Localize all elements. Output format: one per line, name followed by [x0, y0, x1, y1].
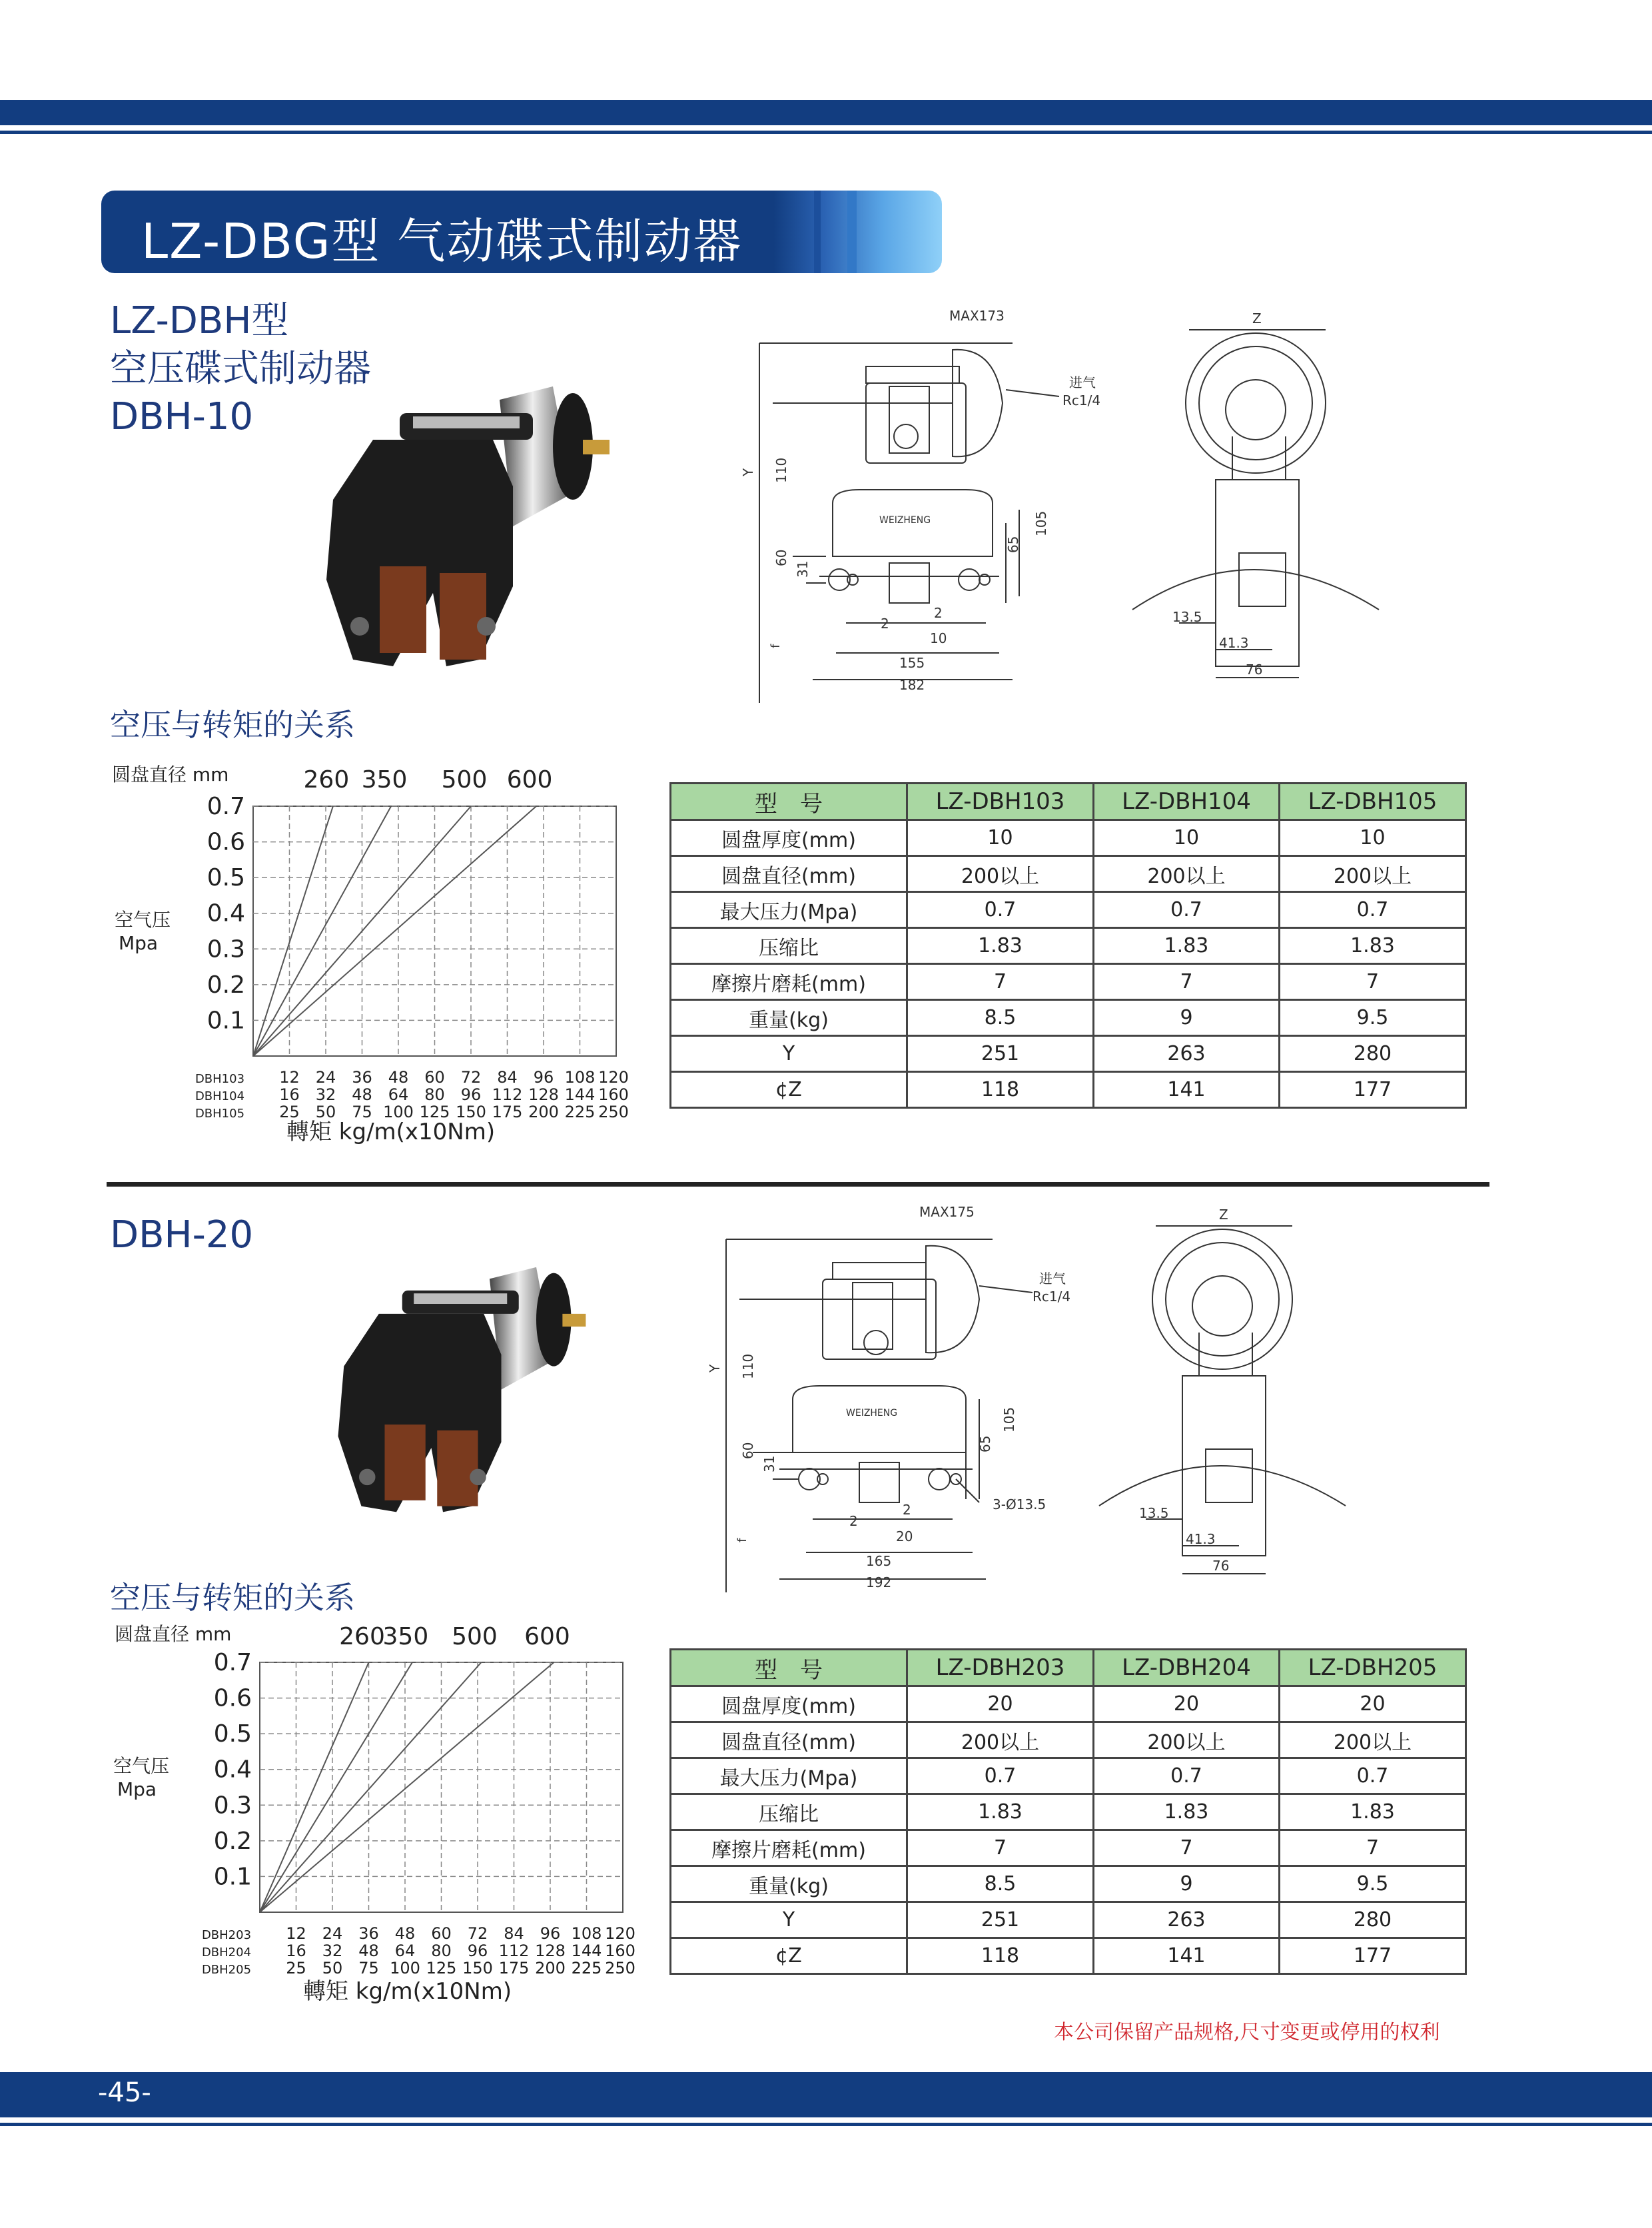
x-tick-label: 128: [528, 1085, 559, 1104]
drawing1-y-label: Y: [740, 468, 756, 476]
section1-title-line3: DBH-10: [110, 395, 254, 438]
x-tick-label: 96: [460, 1085, 482, 1104]
x-tick-label: 25: [286, 1959, 306, 1977]
chart1-x-rows: [195, 1068, 629, 1121]
cell: 20: [907, 1686, 1094, 1722]
x-tick-label: 36: [352, 1068, 372, 1087]
drawing2-y-label: Y: [707, 1364, 723, 1373]
cell: 1.83: [1094, 928, 1280, 964]
table-row: [671, 892, 1466, 928]
chart1-x-title: 轉矩 kg/m(x10Nm): [286, 1119, 496, 1145]
cell: 0.7: [1280, 892, 1466, 928]
page-title: LZ-DBG型 气动碟式制动器: [141, 213, 743, 269]
x-tick-label: 24: [322, 1924, 343, 1943]
chart2-disc-label: 圆盘直径 mm: [115, 1623, 232, 1645]
y-tick-label: 0.4: [213, 1756, 252, 1784]
pressure-torque-chart-dbh20: [100, 1619, 646, 2019]
chart1-disc-label: 圆盘直径 mm: [112, 764, 229, 786]
series-line: [260, 1662, 481, 1912]
drawing2-side-76-label: 76: [1212, 1558, 1230, 1574]
section2-title: DBH-20: [110, 1213, 254, 1257]
spec-table-dbh20: [669, 1648, 1467, 1975]
chart1-y-unit: Mpa: [119, 932, 159, 954]
x-tick-label: 112: [498, 1942, 530, 1960]
x-tick-label: 60: [424, 1068, 445, 1087]
chart1-disc-values: [304, 766, 553, 794]
table-row: [671, 1794, 1466, 1830]
cell: 7: [1094, 1830, 1280, 1866]
cell: 20: [1280, 1686, 1466, 1722]
x-tick-label: 48: [388, 1068, 409, 1087]
x-tick-label: 72: [460, 1068, 482, 1087]
cell: 10: [907, 820, 1094, 856]
drawing1-side-41-3-label: 41.3: [1219, 635, 1249, 651]
row-label: Y: [671, 1902, 907, 1938]
drawing2-2a-label: 2: [849, 1513, 858, 1529]
cell: 20: [1094, 1686, 1280, 1722]
chart1-grid: [253, 806, 616, 1056]
cell: 0.7: [1280, 1758, 1466, 1794]
x-tick-label: 48: [394, 1924, 416, 1943]
drawing2-60-label: 60: [740, 1442, 756, 1459]
drawing1-60-label: 60: [773, 549, 789, 566]
y-tick-label: 0.1: [206, 1007, 245, 1035]
y-tick-label: 0.5: [213, 1720, 252, 1748]
x-tick-label: 64: [388, 1085, 409, 1104]
row-label: 圆盘直径(mm): [671, 1722, 907, 1758]
x-tick-label: 250: [605, 1959, 635, 1977]
x-tick-label: 108: [571, 1924, 602, 1943]
x-tick-label: 125: [419, 1103, 450, 1121]
x-tick-label: 48: [358, 1942, 379, 1960]
spec-table1-header-row: [671, 784, 1466, 820]
spec-table1-header-cell: LZ-DBH105: [1280, 784, 1466, 820]
row-label: 最大压力(Mpa): [671, 892, 907, 928]
x-tick-label: 225: [571, 1959, 602, 1977]
drawing1-110-label: 110: [773, 457, 789, 483]
disc-value-label: 350: [361, 766, 408, 794]
cell: 177: [1280, 1938, 1466, 1974]
cell: 0.7: [907, 1758, 1094, 1794]
x-tick-label: 120: [605, 1924, 635, 1943]
y-tick-label: 0.7: [213, 1649, 252, 1676]
spec-table1-header-cell: LZ-DBH103: [907, 784, 1094, 820]
drawing2-2b-label: 2: [903, 1502, 911, 1518]
cell: 1.83: [907, 1794, 1094, 1830]
row-label: Y: [671, 1036, 907, 1072]
cell: 1.83: [1280, 928, 1466, 964]
drawing2-max-label: MAX175: [919, 1204, 975, 1220]
y-tick-label: 0.5: [206, 864, 245, 892]
y-tick-label: 0.3: [206, 935, 245, 963]
bottom-footer-line: [0, 2123, 1652, 2126]
spec-table2-header-cell: LZ-DBH203: [907, 1650, 1094, 1686]
x-tick-label: 12: [286, 1924, 306, 1943]
disc-value-label: 500: [441, 766, 488, 794]
drawing1-10-label: 10: [930, 630, 947, 646]
x-tick-label: 32: [315, 1085, 336, 1104]
spec-table1-header-cell: LZ-DBH104: [1094, 784, 1280, 820]
series-line: [253, 806, 391, 1056]
row-label: 摩擦片磨耗(mm): [671, 964, 907, 1000]
cell: 200以上: [907, 856, 1094, 892]
y-tick-label: 0.6: [213, 1684, 252, 1712]
pressure-torque-chart-dbh10: [100, 760, 646, 1159]
cell: 9.5: [1280, 1866, 1466, 1902]
drawing2-192-label: 192: [866, 1574, 892, 1590]
cell: 263: [1094, 1036, 1280, 1072]
x-tick-label: 128: [535, 1942, 566, 1960]
x-tick-label: 64: [394, 1942, 416, 1960]
table-row: [671, 1722, 1466, 1758]
x-tick-label: 25: [279, 1103, 300, 1121]
x-tick-label: 60: [431, 1924, 452, 1943]
spec-table2-header-cell: 型 号: [671, 1650, 907, 1686]
x-tick-label: 150: [462, 1959, 493, 1977]
drawing1-port-label: Rc1/4: [1062, 392, 1101, 408]
cell: 118: [907, 1938, 1094, 1974]
drawing2-side-41-3-label: 41.3: [1186, 1531, 1216, 1547]
cell: 10: [1280, 820, 1466, 856]
top-header-bar: [0, 100, 1652, 125]
cell: 0.7: [1094, 1758, 1280, 1794]
cell: 200以上: [1094, 1722, 1280, 1758]
dimension-drawing-side-dbh20: [1092, 1199, 1359, 1586]
drawing1-side-76-label: 76: [1246, 662, 1263, 678]
cell: 9: [1094, 1000, 1280, 1036]
cell: 7: [1280, 1830, 1466, 1866]
row-label: 压缩比: [671, 928, 907, 964]
cell: 141: [1094, 1072, 1280, 1108]
cell: 141: [1094, 1938, 1280, 1974]
drawing1-z-label: Z: [1252, 310, 1262, 326]
cell: 280: [1280, 1902, 1466, 1938]
cell: 251: [907, 1036, 1094, 1072]
x-tick-label: 160: [598, 1085, 629, 1104]
cell: 8.5: [907, 1866, 1094, 1902]
disc-value-label: 260: [339, 1623, 385, 1650]
x-tick-label: 200: [528, 1103, 559, 1121]
disc-value-label: 600: [506, 766, 553, 794]
x-tick-label: 96: [533, 1068, 554, 1087]
x-tick-label: 144: [564, 1085, 596, 1104]
row-label: ¢Z: [671, 1938, 907, 1974]
drawing2-105-label: 105: [1001, 1406, 1017, 1432]
dimension-drawing-side-dbh10: [1126, 303, 1392, 690]
x-tick-label: 120: [598, 1068, 629, 1087]
x-tick-label: 32: [322, 1942, 343, 1960]
cell: 1.83: [1094, 1794, 1280, 1830]
section-divider: [107, 1182, 1489, 1187]
disc-value-label: 600: [524, 1623, 570, 1650]
drawing1-side-13-5-label: 13.5: [1172, 609, 1202, 625]
x-tick-label: 100: [383, 1103, 414, 1121]
y-tick-label: 0.7: [206, 793, 245, 820]
drawing2-20-label: 20: [896, 1528, 913, 1544]
section1-title-line1: LZ-DBH型: [110, 299, 289, 342]
x-tick-label: 36: [358, 1924, 379, 1943]
cell: 10: [1094, 820, 1280, 856]
section1-relation-heading: 空压与转矩的关系: [110, 707, 355, 743]
x-tick-label: 200: [535, 1959, 566, 1977]
cell: 7: [907, 964, 1094, 1000]
x-row-model-label: DBH105: [195, 1107, 245, 1121]
table-row: [671, 1758, 1466, 1794]
drawing1-182-label: 182: [899, 677, 925, 693]
x-tick-label: 16: [286, 1942, 306, 1960]
spec-table2-header-cell: LZ-DBH205: [1280, 1650, 1466, 1686]
disclaimer-note: 本公司保留产品规格,尺寸变更或停用的权利: [1054, 2021, 1440, 2044]
cell: 0.7: [1094, 892, 1280, 928]
series-line: [253, 806, 333, 1056]
page-number: -45-: [98, 2077, 151, 2108]
drawing1-105-label: 105: [1033, 510, 1049, 536]
table-row: [671, 1072, 1466, 1108]
drawing1-f-label: f: [769, 644, 783, 648]
chart1-y-title: 空气压: [115, 909, 171, 931]
drawing2-165-label: 165: [866, 1553, 892, 1569]
x-tick-label: 80: [424, 1085, 445, 1104]
x-tick-label: 125: [426, 1959, 457, 1977]
x-tick-label: 100: [390, 1959, 420, 1977]
cell: 280: [1280, 1036, 1466, 1072]
row-label: 最大压力(Mpa): [671, 1758, 907, 1794]
x-tick-label: 75: [358, 1959, 379, 1977]
cell: 200以上: [1094, 856, 1280, 892]
row-label: ¢Z: [671, 1072, 907, 1108]
cell: 1.83: [1280, 1794, 1466, 1830]
spec-table2-header-row: [671, 1650, 1466, 1686]
table-row: [671, 928, 1466, 964]
cell: 1.83: [907, 928, 1094, 964]
dimension-drawing-front-dbh20: [699, 1199, 1072, 1599]
row-label: 圆盘厚度(mm): [671, 820, 907, 856]
cell: 200以上: [1280, 1722, 1466, 1758]
section1-title-line2: 空压碟式制动器: [110, 347, 371, 390]
drawing2-port-top-label: 进气: [1039, 1271, 1066, 1287]
x-tick-label: 50: [322, 1959, 343, 1977]
x-tick-label: 144: [571, 1942, 602, 1960]
table-row: [671, 1830, 1466, 1866]
chart2-x-title: 轉矩 kg/m(x10Nm): [303, 1978, 512, 2005]
y-tick-label: 0.6: [206, 828, 245, 856]
drawing1-155-label: 155: [899, 655, 925, 671]
bottom-footer-bar: [0, 2072, 1652, 2117]
table-row: [671, 1686, 1466, 1722]
x-tick-label: 84: [497, 1068, 518, 1087]
cell: 7: [907, 1830, 1094, 1866]
table-row: [671, 1938, 1466, 1974]
x-tick-label: 250: [598, 1103, 629, 1121]
x-tick-label: 96: [467, 1942, 488, 1960]
chart2-y-unit: Mpa: [117, 1778, 157, 1800]
product-photo-dbh10: [313, 373, 633, 686]
table-row: [671, 1036, 1466, 1072]
table-row: [671, 856, 1466, 892]
row-label: 重量(kg): [671, 1000, 907, 1036]
x-tick-label: 225: [564, 1103, 596, 1121]
chart1-series-lines: [253, 806, 536, 1056]
dimension-drawing-front-dbh10: [733, 303, 1101, 716]
spec-table-dbh10: [669, 782, 1467, 1109]
x-tick-label: 48: [352, 1085, 372, 1104]
x-row-model-label: DBH104: [195, 1089, 245, 1103]
chart2-y-ticks: [214, 1649, 252, 1890]
drawing1-port-top-label: 进气: [1069, 374, 1096, 390]
drawing2-side-13-5-label: 13.5: [1139, 1505, 1169, 1521]
drawing2-31-label: 31: [761, 1455, 777, 1472]
x-tick-label: 75: [352, 1103, 372, 1121]
series-line: [260, 1662, 369, 1912]
disc-value-label: 350: [382, 1623, 429, 1650]
cell: 200以上: [907, 1722, 1094, 1758]
drawing2-110-label: 110: [740, 1353, 756, 1379]
drawing2-brand-label: WEIZHENG: [846, 1408, 898, 1418]
x-tick-label: 50: [315, 1103, 336, 1121]
row-label: 压缩比: [671, 1794, 907, 1830]
y-tick-label: 0.4: [206, 899, 245, 927]
section2-relation-heading: 空压与转矩的关系: [110, 1580, 355, 1616]
cell: 263: [1094, 1902, 1280, 1938]
x-tick-label: 12: [279, 1068, 300, 1087]
top-header-line: [0, 131, 1652, 134]
x-tick-label: 16: [279, 1085, 300, 1104]
drawing2-f-label: f: [735, 1538, 749, 1542]
table-row: [671, 1902, 1466, 1938]
y-tick-label: 0.2: [213, 1827, 252, 1855]
x-row-model-label: DBH205: [201, 1963, 252, 1977]
series-line: [260, 1662, 554, 1912]
x-tick-label: 112: [492, 1085, 523, 1104]
drawing1-65-label: 65: [1005, 536, 1021, 553]
x-tick-label: 72: [467, 1924, 488, 1943]
drawing1-31-label: 31: [795, 560, 811, 578]
cell: 200以上: [1280, 856, 1466, 892]
table-row: [671, 820, 1466, 856]
row-label: 摩擦片磨耗(mm): [671, 1830, 907, 1866]
x-tick-label: 96: [540, 1924, 561, 1943]
x-tick-label: 175: [498, 1959, 530, 1977]
x-tick-label: 150: [456, 1103, 486, 1121]
cell: 9: [1094, 1866, 1280, 1902]
chart2-x-rows: [202, 1924, 635, 1977]
x-tick-label: 108: [564, 1068, 596, 1087]
x-tick-label: 175: [492, 1103, 523, 1121]
drawing1-brand-label: WEIZHENG: [879, 515, 931, 526]
spec-table2-header-cell: LZ-DBH204: [1094, 1650, 1280, 1686]
drawing1-max-label: MAX173: [949, 308, 1005, 324]
cell: 251: [907, 1902, 1094, 1938]
cell: 7: [1094, 964, 1280, 1000]
series-line: [260, 1662, 412, 1912]
disc-value-label: 260: [303, 766, 350, 794]
cell: 8.5: [907, 1000, 1094, 1036]
series-line: [253, 806, 536, 1056]
table-row: [671, 964, 1466, 1000]
x-row-model-label: DBH203: [201, 1928, 252, 1942]
drawing2-65-label: 65: [977, 1435, 993, 1452]
x-tick-label: 84: [504, 1924, 524, 1943]
title-banner: [101, 191, 942, 273]
disc-value-label: 500: [452, 1623, 498, 1650]
drawing2-holes-label: 3-Ø13.5: [993, 1496, 1046, 1512]
cell: 177: [1280, 1072, 1466, 1108]
spec-table1-header-cell: 型 号: [671, 784, 907, 820]
table-row: [671, 1866, 1466, 1902]
y-tick-label: 0.1: [213, 1863, 252, 1891]
x-row-model-label: DBH103: [195, 1072, 245, 1086]
table-row: [671, 1000, 1466, 1036]
chart1-y-ticks: [207, 793, 245, 1034]
product-photo-dbh20: [326, 1253, 606, 1532]
x-tick-label: 160: [605, 1942, 635, 1960]
chart2-series-lines: [260, 1662, 554, 1912]
y-tick-label: 0.2: [206, 971, 245, 999]
drawing1-2a-label: 2: [881, 616, 889, 632]
cell: 0.7: [907, 892, 1094, 928]
drawing2-port-label: Rc1/4: [1032, 1289, 1071, 1305]
row-label: 圆盘直径(mm): [671, 856, 907, 892]
row-label: 圆盘厚度(mm): [671, 1686, 907, 1722]
x-tick-label: 80: [431, 1942, 452, 1960]
chart2-disc-values: [339, 1623, 570, 1650]
cell: 7: [1280, 964, 1466, 1000]
x-row-model-label: DBH204: [201, 1946, 252, 1959]
drawing2-z-label: Z: [1219, 1207, 1228, 1223]
drawing1-2b-label: 2: [934, 605, 943, 621]
row-label: 重量(kg): [671, 1866, 907, 1902]
cell: 118: [907, 1072, 1094, 1108]
chart2-y-title: 空气压: [113, 1755, 170, 1777]
cell: 9.5: [1280, 1000, 1466, 1036]
y-tick-label: 0.3: [213, 1792, 252, 1820]
x-tick-label: 24: [315, 1068, 336, 1087]
